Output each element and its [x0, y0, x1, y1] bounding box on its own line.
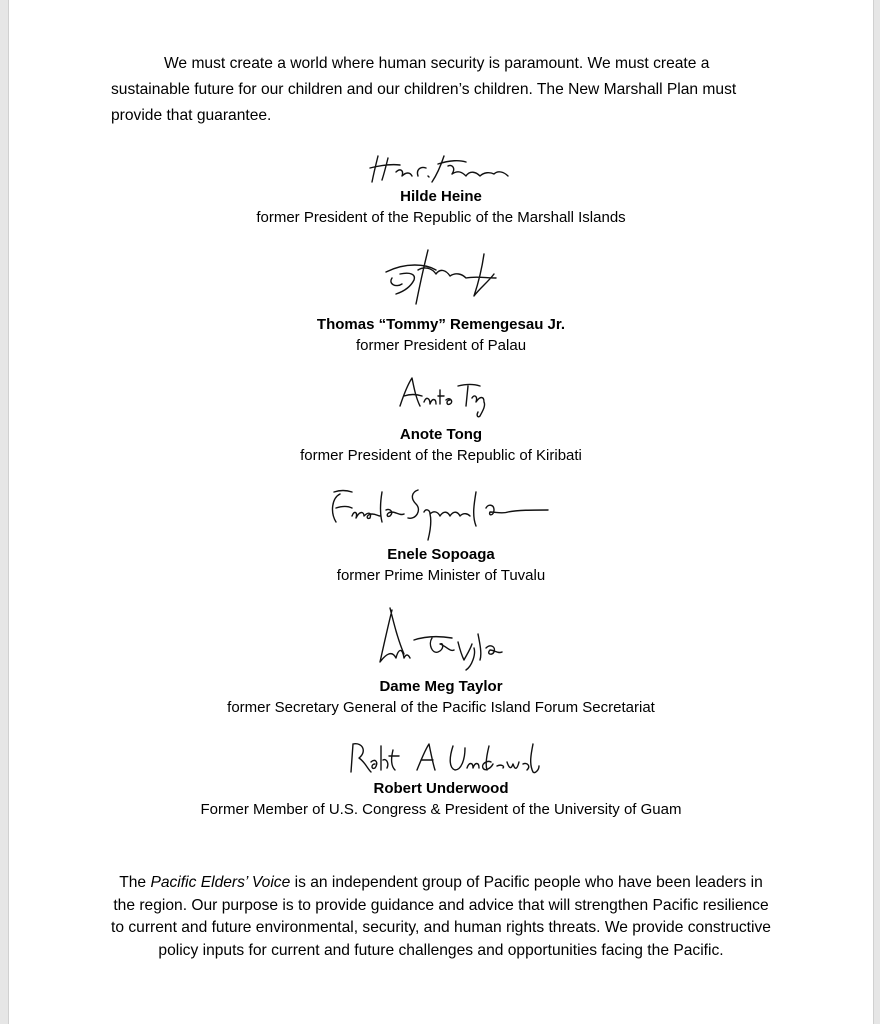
org-name: Pacific Elders’ Voice — [150, 874, 291, 891]
signatory-block — [9, 150, 873, 228]
signatory-role: Former Member of U.S. Congress & President of the University of Guam — [200, 801, 682, 818]
signatory-block — [9, 604, 873, 718]
footer-paragraph — [109, 872, 773, 962]
intro-paragraph: We must create a world where human security is paramount. We must create a sustainable future for our children and our children’s children. The New Marshall Plan must provide that guarantee. — [111, 55, 737, 124]
signature-hilde-heine — [366, 150, 516, 186]
signatory-block — [9, 482, 873, 586]
signatory-name: Hilde Heine — [400, 188, 482, 205]
signatory-role: former President of the Republic of Kiribati — [300, 447, 582, 464]
signature-tommy-remengesau — [366, 244, 516, 314]
signatory-name: Enele Sopoaga — [387, 546, 495, 563]
footer-body: is an independent group of Pacific people who have been leaders in the region. Our purpose is to provide guidance and advice that will strengthen Pacific resilience to current and future environmental, security, and human rights threats. We provide constructive policy inputs for current and future challenges and opportunities facing the Pacific. — [111, 874, 771, 959]
signatory-role: former Secretary General of the Pacific Island Forum Secretariat — [227, 699, 655, 716]
signature-anote-tong — [386, 372, 496, 424]
signatory-name: Robert Underwood — [373, 780, 509, 797]
signature-meg-taylor — [366, 604, 516, 676]
signatory-name: Anote Tong — [399, 426, 483, 443]
signature-enele-sopoaga — [326, 482, 556, 544]
signatory-block — [9, 244, 873, 356]
signatory-name: Thomas “Tommy” Remengesau Jr. — [316, 316, 566, 333]
document-page — [8, 0, 874, 1024]
signature-robert-underwood — [341, 738, 541, 778]
signatory-role: former Prime Minister of Tuvalu — [336, 567, 546, 584]
signatory-block — [9, 372, 873, 466]
signatory-name: Dame Meg Taylor — [379, 678, 503, 695]
footer-lead: The — [119, 874, 151, 891]
signatory-role: former President of the Republic of the Marshall Islands — [256, 209, 626, 226]
signatory-block — [9, 738, 873, 820]
signatory-role: former President of Palau — [355, 337, 527, 354]
